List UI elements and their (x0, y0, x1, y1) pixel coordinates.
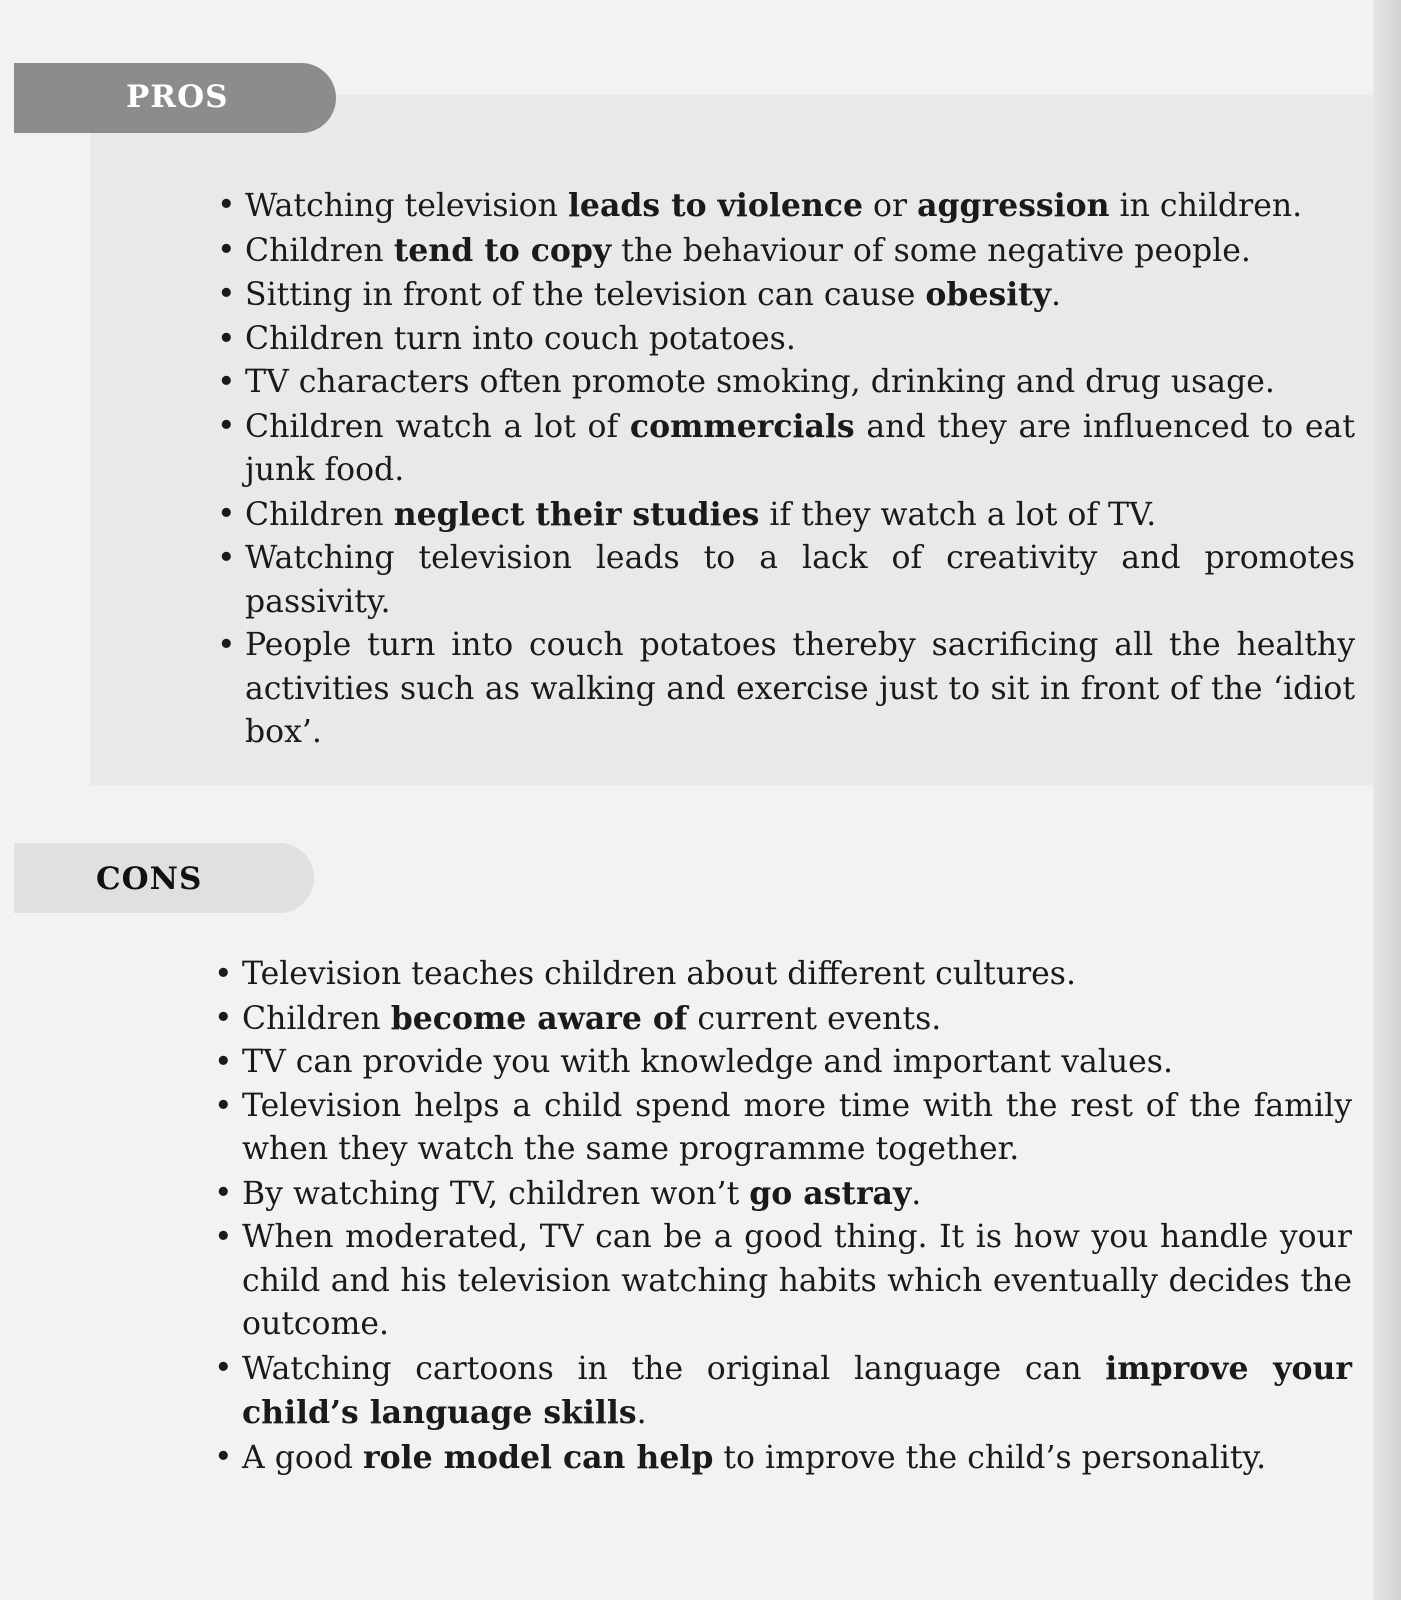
text-segment: to improve the child’s personality. (713, 1439, 1267, 1476)
text-segment: . (636, 1395, 647, 1431)
text-segment: the behaviour of some negative people. (611, 232, 1251, 269)
list-item (242, 1436, 1352, 1481)
list-item (242, 1085, 1352, 1172)
page-edge-shadow (1373, 0, 1401, 1600)
list-item (242, 1172, 1352, 1217)
list-item (245, 624, 1355, 755)
text-segment: People turn into couch potatoes thereby sacrificing all the healthy activities such as walking and exercise just to sit in front of the ‘idiot box’. (245, 627, 1355, 750)
text-segment: When moderated, TV can be a good thing. It is how you handle your child and his television watching habits which eventually decides the outcome. (242, 1219, 1352, 1342)
pros-header (14, 63, 336, 133)
list-item (242, 1347, 1352, 1436)
text-segment: Watching television leads to a lack of creativity and promotes passivity. (245, 540, 1355, 620)
pros-title: PROS (126, 79, 229, 115)
text-segment: or (863, 188, 918, 224)
cons-header (14, 843, 314, 913)
text-segment: Children (245, 232, 394, 269)
text-segment: . (911, 1175, 922, 1212)
text-segment: Watching television (245, 188, 568, 224)
list-item (245, 537, 1355, 624)
cons-list (242, 953, 1352, 1480)
cons-title: CONS (96, 861, 203, 897)
text-segment: Television helps a child spend more time with the rest of the family when they watch the same programme together. (242, 1087, 1352, 1167)
bold-phrase: improve your child’s language skills (242, 1349, 1352, 1431)
bold-phrase: commercials (629, 407, 855, 445)
text-segment: Television teaches children about different cultures. (242, 956, 1076, 992)
bold-phrase: role model can help (363, 1438, 714, 1476)
list-item (245, 493, 1355, 538)
text-segment: if they watch a lot of TV. (759, 496, 1157, 533)
list-item (245, 361, 1355, 405)
text-segment: Watching cartoons in the original language can (242, 1350, 1106, 1387)
list-item (245, 405, 1355, 493)
bold-phrase: tend to copy (393, 231, 612, 269)
list-item (245, 184, 1355, 229)
text-segment: TV can provide you with knowledge and important values. (242, 1044, 1173, 1080)
list-item (245, 318, 1355, 362)
text-segment: Children turn into couch potatoes. (245, 320, 796, 357)
bold-phrase: obesity (925, 276, 1052, 313)
text-segment: Children watch a lot of (245, 408, 630, 445)
text-segment: Children (242, 1000, 391, 1037)
text-segment: in children. (1109, 188, 1303, 224)
list-item (242, 1041, 1352, 1085)
text-segment: TV characters often promote smoking, drinking and drug usage. (245, 364, 1275, 400)
list-item (245, 273, 1355, 318)
bold-phrase: go astray (749, 1174, 912, 1212)
text-segment: Sitting in front of the television can cause (245, 277, 926, 313)
bold-phrase: aggression (917, 187, 1110, 224)
text-segment: By watching TV, children won’t (242, 1175, 750, 1212)
text-segment: . (1051, 277, 1062, 313)
text-segment: A good (242, 1439, 364, 1476)
bold-phrase: become aware of (390, 999, 688, 1037)
text-segment: current events. (687, 1000, 942, 1037)
pros-list (245, 184, 1355, 755)
list-item (242, 997, 1352, 1042)
bold-phrase: leads to violence (567, 187, 864, 224)
list-item (242, 953, 1352, 997)
list-item (245, 229, 1355, 274)
text-segment: Children (245, 496, 394, 533)
text-segment: and they are influenced to eat junk food. (245, 408, 1355, 488)
bold-phrase: neglect their studies (393, 495, 760, 533)
list-item (242, 1216, 1352, 1347)
